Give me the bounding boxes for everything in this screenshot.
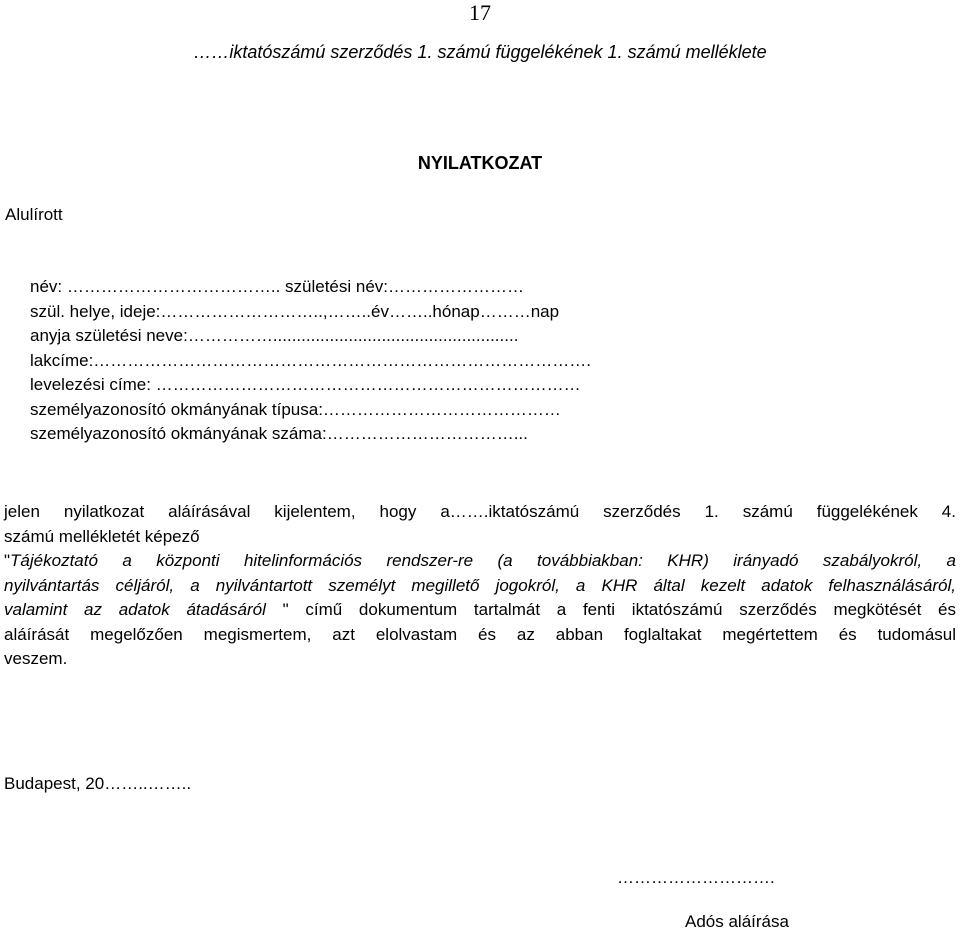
field-mailing-address: levelezési címe: ………………………………………………………………… xyxy=(30,375,581,394)
quote-mark: " xyxy=(4,551,11,570)
personal-data-fields xyxy=(30,275,591,447)
field-id-document-number: személyazonosító okmányának száma:……………………………... xyxy=(30,424,528,443)
declaration-line xyxy=(4,574,956,599)
field-address: lakcíme:……………………………………………………………………………. xyxy=(30,350,592,370)
declaration-line: jelen nyilatkozat aláírásával kijelentem, hogy a…….iktatószámú szerződés 1. számú függelékének 4. xyxy=(4,502,956,521)
place-date: Budapest, 20……..…….. xyxy=(4,774,192,793)
declaration-line: számú mellékletét képező xyxy=(4,526,200,546)
field-birth-place-date: szül. helye, ideje:………………………..,……..év……..hónap………nap xyxy=(30,301,560,321)
field-name: név: ……………………………….. születési név:…………………… xyxy=(30,277,525,296)
field-id-document-type: személyazonosító okmányának típusa:…………………………………… xyxy=(30,399,561,419)
declaration-text: " című dokumentum tartalmát a fenti iktatószámú szerződés megkötését és xyxy=(265,600,957,619)
document-title-reference: valamint az adatok átadásáról xyxy=(4,600,266,619)
declaration-paragraph xyxy=(4,500,956,672)
annex-title: ……iktatószámú szerződés 1. számú függelékének 1. számú melléklete xyxy=(193,42,767,62)
document-title-reference: Tájékoztató a központi hitelinformációs rendszer-re (a továbbiakban: KHR) irányadó szabályokról, a xyxy=(10,551,956,570)
declaration-line xyxy=(4,598,956,623)
declaration-line xyxy=(4,549,956,574)
declaration-line: aláírását megelőzően megismertem, azt elolvastam és az abban foglaltakat megértettem és tudomásul xyxy=(4,624,956,644)
document-title-reference: nyilvántartás céljáról, a nyilvántartott személyt megillető jogokról, a KHR által kezelt adatok felhasználásáról, xyxy=(4,575,956,595)
signature-line: ………………………. xyxy=(617,868,775,887)
document-title: NYILATKOZAT xyxy=(417,153,543,173)
declaration-line: veszem. xyxy=(4,649,68,668)
signature-label: Adós aláírása xyxy=(685,912,789,931)
page-number: 17 xyxy=(469,0,491,25)
undersigned-label: Alulírott xyxy=(5,205,63,224)
field-mother-name: anyja születési neve:…………….................................................... xyxy=(30,326,519,345)
